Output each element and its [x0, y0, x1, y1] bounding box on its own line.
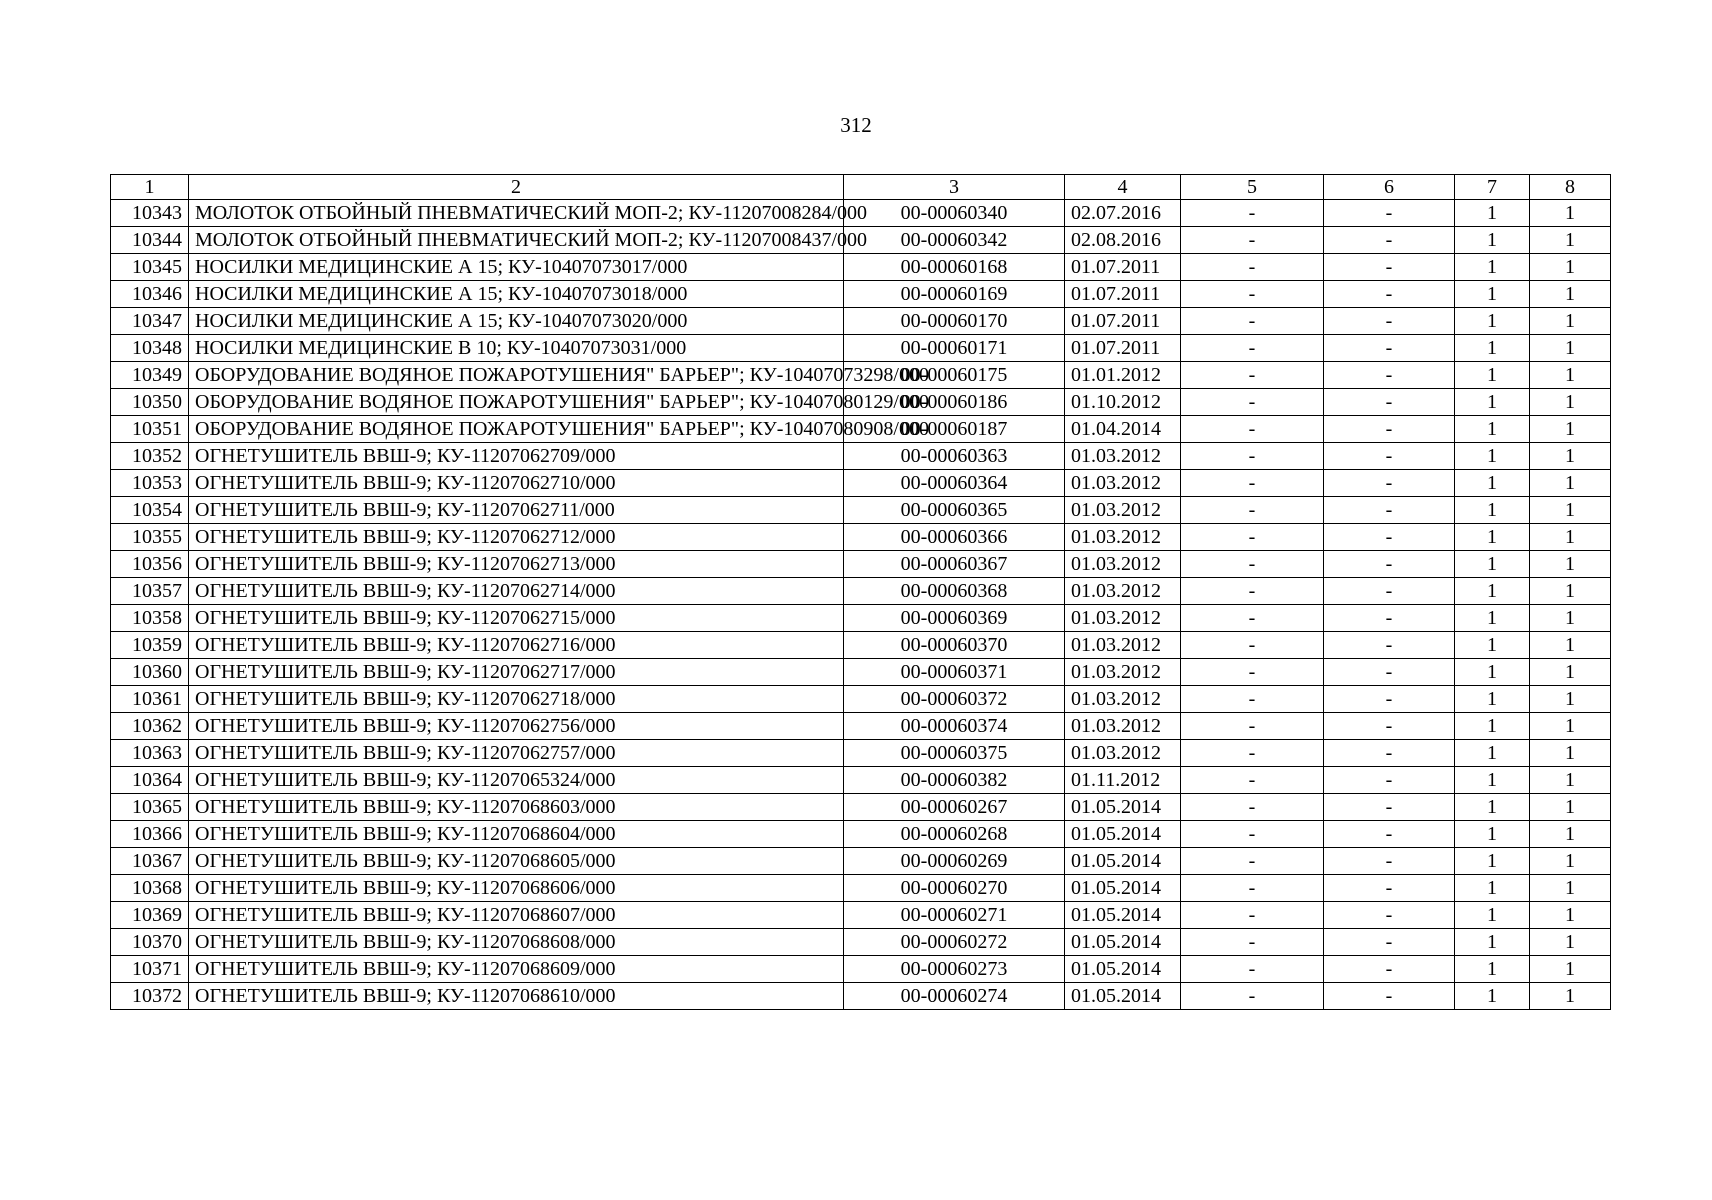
- row-number: 10346: [111, 281, 189, 308]
- col7-value: 1: [1455, 443, 1530, 470]
- acquisition-date: 01.05.2014: [1065, 821, 1181, 848]
- col6-value: -: [1324, 956, 1455, 983]
- inventory-code: 00-00060368: [844, 578, 1065, 605]
- col8-value: 1: [1530, 200, 1611, 227]
- col8-value: 1: [1530, 227, 1611, 254]
- inventory-code: 00-00060168: [844, 254, 1065, 281]
- row-number: 10369: [111, 902, 189, 929]
- acquisition-date: 01.05.2014: [1065, 794, 1181, 821]
- col5-value: -: [1181, 956, 1324, 983]
- acquisition-date: 01.03.2012: [1065, 497, 1181, 524]
- col5-value: -: [1181, 362, 1324, 389]
- col5-value: -: [1181, 497, 1324, 524]
- table-row: [111, 281, 1611, 308]
- col8-value: 1: [1530, 902, 1611, 929]
- col5-value: -: [1181, 551, 1324, 578]
- header-cell-1: 1: [111, 175, 189, 200]
- acquisition-date: 01.05.2014: [1065, 929, 1181, 956]
- col7-value: 1: [1455, 497, 1530, 524]
- col5-value: -: [1181, 632, 1324, 659]
- item-name: НОСИЛКИ МЕДИЦИНСКИЕ А 15; КУ-10407073020/000: [189, 308, 844, 335]
- table-header: [111, 175, 1611, 200]
- page-number: 312: [840, 113, 872, 137]
- row-number: 10360: [111, 659, 189, 686]
- col6-value: -: [1324, 524, 1455, 551]
- row-number: 10363: [111, 740, 189, 767]
- col5-value: -: [1181, 659, 1324, 686]
- item-name: МОЛОТОК ОТБОЙНЫЙ ПНЕВМАТИЧЕСКИЙ МОП-2; КУ-11207008284/000: [189, 200, 844, 227]
- col5-value: -: [1181, 470, 1324, 497]
- table-row: [111, 605, 1611, 632]
- col6-value: -: [1324, 227, 1455, 254]
- col5-value: -: [1181, 389, 1324, 416]
- item-name: ОГНЕТУШИТЕЛЬ ВВШ-9; КУ-11207062718/000: [189, 686, 844, 713]
- col6-value: -: [1324, 200, 1455, 227]
- table-row: [111, 443, 1611, 470]
- table-row: [111, 200, 1611, 227]
- acquisition-date: 01.11.2012: [1065, 767, 1181, 794]
- row-number: 10352: [111, 443, 189, 470]
- col6-value: -: [1324, 281, 1455, 308]
- col6-value: -: [1324, 902, 1455, 929]
- col5-value: -: [1181, 848, 1324, 875]
- inventory-code: 00-00060382: [844, 767, 1065, 794]
- inventory-code: 00-00060169: [844, 281, 1065, 308]
- table-row: [111, 686, 1611, 713]
- row-number: 10347: [111, 308, 189, 335]
- col6-value: -: [1324, 632, 1455, 659]
- table-row: [111, 956, 1611, 983]
- col6-value: -: [1324, 740, 1455, 767]
- header-cell-6: 6: [1324, 175, 1455, 200]
- item-name: ОГНЕТУШИТЕЛЬ ВВШ-9; КУ-11207068606/000: [189, 875, 844, 902]
- col7-value: 1: [1455, 281, 1530, 308]
- col6-value: -: [1324, 443, 1455, 470]
- acquisition-date: 01.07.2011: [1065, 254, 1181, 281]
- inventory-code: 00-00060267: [844, 794, 1065, 821]
- item-name: НОСИЛКИ МЕДИЦИНСКИЕ А 15; КУ-10407073017/000: [189, 254, 844, 281]
- item-name: ОГНЕТУШИТЕЛЬ ВВШ-9; КУ-11207062711/000: [189, 497, 844, 524]
- acquisition-date: 01.03.2012: [1065, 632, 1181, 659]
- col6-value: -: [1324, 416, 1455, 443]
- item-name: ОГНЕТУШИТЕЛЬ ВВШ-9; КУ-11207062710/000: [189, 470, 844, 497]
- col6-value: -: [1324, 713, 1455, 740]
- col6-value: -: [1324, 929, 1455, 956]
- inventory-code: 00-00060369: [844, 605, 1065, 632]
- col8-value: 1: [1530, 632, 1611, 659]
- col7-value: 1: [1455, 902, 1530, 929]
- header-cell-7: 7: [1455, 175, 1530, 200]
- col6-value: -: [1324, 767, 1455, 794]
- col8-value: 1: [1530, 794, 1611, 821]
- item-name: ОГНЕТУШИТЕЛЬ ВВШ-9; КУ-11207068607/000: [189, 902, 844, 929]
- col6-value: -: [1324, 848, 1455, 875]
- row-number: 10343: [111, 200, 189, 227]
- acquisition-date: 01.03.2012: [1065, 659, 1181, 686]
- col7-value: 1: [1455, 956, 1530, 983]
- col8-value: 1: [1530, 659, 1611, 686]
- row-number: 10368: [111, 875, 189, 902]
- item-name: ОГНЕТУШИТЕЛЬ ВВШ-9; КУ-11207068609/000: [189, 956, 844, 983]
- item-name: ОГНЕТУШИТЕЛЬ ВВШ-9; КУ-11207062756/000: [189, 713, 844, 740]
- inventory-code: 00-00060268: [844, 821, 1065, 848]
- col8-value: 1: [1530, 848, 1611, 875]
- row-number: 10350: [111, 389, 189, 416]
- col7-value: 1: [1455, 605, 1530, 632]
- inventory-code: 00-00060366: [844, 524, 1065, 551]
- col8-value: 1: [1530, 416, 1611, 443]
- table-row: [111, 335, 1611, 362]
- header-cell-8: 8: [1530, 175, 1611, 200]
- acquisition-date: 01.05.2014: [1065, 956, 1181, 983]
- item-name: ОГНЕТУШИТЕЛЬ ВВШ-9; КУ-11207062712/000: [189, 524, 844, 551]
- inventory-code: 00-00060372: [844, 686, 1065, 713]
- table-row: [111, 713, 1611, 740]
- col8-value: 1: [1530, 389, 1611, 416]
- inventory-code: 00-00060269: [844, 848, 1065, 875]
- col8-value: 1: [1530, 929, 1611, 956]
- table-row: [111, 551, 1611, 578]
- row-number: 10372: [111, 983, 189, 1010]
- inventory-code: 00-00060270: [844, 875, 1065, 902]
- item-name: ОГНЕТУШИТЕЛЬ ВВШ-9; КУ-11207068608/000: [189, 929, 844, 956]
- item-name: ОГНЕТУШИТЕЛЬ ВВШ-9; КУ-11207062715/000: [189, 605, 844, 632]
- acquisition-date: 01.07.2011: [1065, 335, 1181, 362]
- table-row: [111, 794, 1611, 821]
- col5-value: -: [1181, 416, 1324, 443]
- col7-value: 1: [1455, 200, 1530, 227]
- col8-value: 1: [1530, 983, 1611, 1010]
- col7-value: 1: [1455, 362, 1530, 389]
- row-number: 10354: [111, 497, 189, 524]
- row-number: 10355: [111, 524, 189, 551]
- acquisition-date: 01.03.2012: [1065, 524, 1181, 551]
- inventory-code: 00-00060170: [844, 308, 1065, 335]
- col6-value: -: [1324, 497, 1455, 524]
- col7-value: 1: [1455, 578, 1530, 605]
- acquisition-date: 01.05.2014: [1065, 983, 1181, 1010]
- col5-value: -: [1181, 254, 1324, 281]
- header-row: [111, 175, 1611, 200]
- row-number: 10345: [111, 254, 189, 281]
- acquisition-date: 02.08.2016: [1065, 227, 1181, 254]
- col8-value: 1: [1530, 956, 1611, 983]
- col7-value: 1: [1455, 524, 1530, 551]
- col7-value: 1: [1455, 875, 1530, 902]
- item-name: ОБОРУДОВАНИЕ ВОДЯНОЕ ПОЖАРОТУШЕНИЯ" БАРЬЕР"; КУ-10407080908/000: [189, 416, 844, 443]
- acquisition-date: 01.05.2014: [1065, 875, 1181, 902]
- col6-value: -: [1324, 470, 1455, 497]
- col8-value: 1: [1530, 443, 1611, 470]
- table-row: [111, 227, 1611, 254]
- row-number: 10361: [111, 686, 189, 713]
- col8-value: 1: [1530, 335, 1611, 362]
- acquisition-date: 01.03.2012: [1065, 740, 1181, 767]
- register-table: [110, 174, 1611, 1010]
- col7-value: 1: [1455, 686, 1530, 713]
- col5-value: -: [1181, 740, 1324, 767]
- item-name: МОЛОТОК ОТБОЙНЫЙ ПНЕВМАТИЧЕСКИЙ МОП-2; КУ-11207008437/000: [189, 227, 844, 254]
- col8-value: 1: [1530, 578, 1611, 605]
- col5-value: -: [1181, 443, 1324, 470]
- acquisition-date: 02.07.2016: [1065, 200, 1181, 227]
- acquisition-date: 01.03.2012: [1065, 713, 1181, 740]
- col8-value: 1: [1530, 308, 1611, 335]
- col7-value: 1: [1455, 335, 1530, 362]
- item-name: ОГНЕТУШИТЕЛЬ ВВШ-9; КУ-11207062713/000: [189, 551, 844, 578]
- item-name: ОГНЕТУШИТЕЛЬ ВВШ-9; КУ-11207062757/000: [189, 740, 844, 767]
- row-number: 10349: [111, 362, 189, 389]
- col6-value: -: [1324, 794, 1455, 821]
- row-number: 10357: [111, 578, 189, 605]
- acquisition-date: 01.04.2014: [1065, 416, 1181, 443]
- col7-value: 1: [1455, 416, 1530, 443]
- item-name: ОБОРУДОВАНИЕ ВОДЯНОЕ ПОЖАРОТУШЕНИЯ" БАРЬЕР"; КУ-10407080129/000: [189, 389, 844, 416]
- table-row: [111, 659, 1611, 686]
- col8-value: 1: [1530, 281, 1611, 308]
- col7-value: 1: [1455, 389, 1530, 416]
- col8-value: 1: [1530, 767, 1611, 794]
- col5-value: -: [1181, 983, 1324, 1010]
- col7-value: 1: [1455, 713, 1530, 740]
- row-number: 10348: [111, 335, 189, 362]
- table-row: [111, 740, 1611, 767]
- col8-value: 1: [1530, 254, 1611, 281]
- col5-value: -: [1181, 200, 1324, 227]
- header-cell-5: 5: [1181, 175, 1324, 200]
- item-name: ОГНЕТУШИТЕЛЬ ВВШ-9; КУ-11207062717/000: [189, 659, 844, 686]
- inventory-code: 00-00060187: [844, 416, 1065, 443]
- row-number: 10356: [111, 551, 189, 578]
- inventory-code: 00-00060272: [844, 929, 1065, 956]
- col8-value: 1: [1530, 875, 1611, 902]
- item-name: ОГНЕТУШИТЕЛЬ ВВШ-9; КУ-11207068610/000: [189, 983, 844, 1010]
- table-row: [111, 416, 1611, 443]
- col7-value: 1: [1455, 740, 1530, 767]
- col6-value: -: [1324, 362, 1455, 389]
- col5-value: -: [1181, 281, 1324, 308]
- inventory-code: 00-00060273: [844, 956, 1065, 983]
- inventory-code: 00-00060375: [844, 740, 1065, 767]
- header-cell-3: 3: [844, 175, 1065, 200]
- col7-value: 1: [1455, 821, 1530, 848]
- item-name: ОГНЕТУШИТЕЛЬ ВВШ-9; КУ-11207062716/000: [189, 632, 844, 659]
- acquisition-date: 01.07.2011: [1065, 308, 1181, 335]
- col5-value: -: [1181, 308, 1324, 335]
- inventory-code: 00-00060340: [844, 200, 1065, 227]
- col6-value: -: [1324, 308, 1455, 335]
- acquisition-date: 01.07.2011: [1065, 281, 1181, 308]
- col7-value: 1: [1455, 551, 1530, 578]
- acquisition-date: 01.03.2012: [1065, 470, 1181, 497]
- inventory-code: 00-00060367: [844, 551, 1065, 578]
- col8-value: 1: [1530, 551, 1611, 578]
- row-number: 10358: [111, 605, 189, 632]
- row-number: 10371: [111, 956, 189, 983]
- inventory-code: 00-00060365: [844, 497, 1065, 524]
- item-name: ОГНЕТУШИТЕЛЬ ВВШ-9; КУ-11207062709/000: [189, 443, 844, 470]
- col7-value: 1: [1455, 227, 1530, 254]
- table-row: [111, 308, 1611, 335]
- col8-value: 1: [1530, 524, 1611, 551]
- item-name: ОГНЕТУШИТЕЛЬ ВВШ-9; КУ-11207062714/000: [189, 578, 844, 605]
- inventory-code: 00-00060374: [844, 713, 1065, 740]
- col5-value: -: [1181, 821, 1324, 848]
- col6-value: -: [1324, 389, 1455, 416]
- acquisition-date: 01.03.2012: [1065, 551, 1181, 578]
- item-name: НОСИЛКИ МЕДИЦИНСКИЕ А 15; КУ-10407073018/000: [189, 281, 844, 308]
- col6-value: -: [1324, 254, 1455, 281]
- col7-value: 1: [1455, 254, 1530, 281]
- col8-value: 1: [1530, 821, 1611, 848]
- col5-value: -: [1181, 227, 1324, 254]
- col6-value: -: [1324, 821, 1455, 848]
- table-row: [111, 578, 1611, 605]
- col5-value: -: [1181, 605, 1324, 632]
- acquisition-date: 01.05.2014: [1065, 848, 1181, 875]
- table-row: [111, 362, 1611, 389]
- col8-value: 1: [1530, 497, 1611, 524]
- col5-value: -: [1181, 794, 1324, 821]
- col8-value: 1: [1530, 362, 1611, 389]
- table-row: [111, 902, 1611, 929]
- row-number: 10367: [111, 848, 189, 875]
- table-row: [111, 983, 1611, 1010]
- col8-value: 1: [1530, 470, 1611, 497]
- col6-value: -: [1324, 605, 1455, 632]
- col5-value: -: [1181, 578, 1324, 605]
- header-cell-2: 2: [189, 175, 844, 200]
- col8-value: 1: [1530, 605, 1611, 632]
- table-row: [111, 929, 1611, 956]
- header-cell-4: 4: [1065, 175, 1181, 200]
- table-body: [111, 200, 1611, 1010]
- inventory-code: 00-00060171: [844, 335, 1065, 362]
- row-number: 10351: [111, 416, 189, 443]
- item-name: ОГНЕТУШИТЕЛЬ ВВШ-9; КУ-11207065324/000: [189, 767, 844, 794]
- table-row: [111, 389, 1611, 416]
- col7-value: 1: [1455, 470, 1530, 497]
- item-name: ОГНЕТУШИТЕЛЬ ВВШ-9; КУ-11207068603/000: [189, 794, 844, 821]
- col6-value: -: [1324, 983, 1455, 1010]
- acquisition-date: 01.03.2012: [1065, 578, 1181, 605]
- acquisition-date: 01.10.2012: [1065, 389, 1181, 416]
- col7-value: 1: [1455, 632, 1530, 659]
- inventory-code: 00-00060364: [844, 470, 1065, 497]
- row-number: 10365: [111, 794, 189, 821]
- col7-value: 1: [1455, 983, 1530, 1010]
- item-name: ОГНЕТУШИТЕЛЬ ВВШ-9; КУ-11207068604/000: [189, 821, 844, 848]
- col7-value: 1: [1455, 929, 1530, 956]
- col5-value: -: [1181, 713, 1324, 740]
- inventory-code: 00-00060363: [844, 443, 1065, 470]
- row-number: 10370: [111, 929, 189, 956]
- col6-value: -: [1324, 551, 1455, 578]
- acquisition-date: 01.03.2012: [1065, 605, 1181, 632]
- col7-value: 1: [1455, 848, 1530, 875]
- col7-value: 1: [1455, 308, 1530, 335]
- acquisition-date: 01.01.2012: [1065, 362, 1181, 389]
- table-row: [111, 470, 1611, 497]
- row-number: 10362: [111, 713, 189, 740]
- row-number: 10353: [111, 470, 189, 497]
- acquisition-date: 01.05.2014: [1065, 902, 1181, 929]
- col6-value: -: [1324, 875, 1455, 902]
- item-name: ОБОРУДОВАНИЕ ВОДЯНОЕ ПОЖАРОТУШЕНИЯ" БАРЬЕР"; КУ-10407073298/000: [189, 362, 844, 389]
- table-row: [111, 875, 1611, 902]
- col6-value: -: [1324, 659, 1455, 686]
- inventory-code: 00-00060186: [844, 389, 1065, 416]
- table-row: [111, 767, 1611, 794]
- row-number: 10366: [111, 821, 189, 848]
- row-number: 10359: [111, 632, 189, 659]
- col6-value: -: [1324, 578, 1455, 605]
- col8-value: 1: [1530, 740, 1611, 767]
- col5-value: -: [1181, 902, 1324, 929]
- col5-value: -: [1181, 686, 1324, 713]
- inventory-code: 00-00060271: [844, 902, 1065, 929]
- acquisition-date: 01.03.2012: [1065, 443, 1181, 470]
- inventory-code: 00-00060274: [844, 983, 1065, 1010]
- col5-value: -: [1181, 929, 1324, 956]
- table-row: [111, 497, 1611, 524]
- inventory-code: 00-00060370: [844, 632, 1065, 659]
- table-row: [111, 254, 1611, 281]
- row-number: 10364: [111, 767, 189, 794]
- col7-value: 1: [1455, 794, 1530, 821]
- col7-value: 1: [1455, 659, 1530, 686]
- row-number: 10344: [111, 227, 189, 254]
- item-name: ОГНЕТУШИТЕЛЬ ВВШ-9; КУ-11207068605/000: [189, 848, 844, 875]
- inventory-code: 00-00060342: [844, 227, 1065, 254]
- table-row: [111, 524, 1611, 551]
- item-name: НОСИЛКИ МЕДИЦИНСКИЕ В 10; КУ-10407073031/000: [189, 335, 844, 362]
- col5-value: -: [1181, 335, 1324, 362]
- inventory-code: 00-00060175: [844, 362, 1065, 389]
- col8-value: 1: [1530, 713, 1611, 740]
- table-row: [111, 821, 1611, 848]
- col6-value: -: [1324, 335, 1455, 362]
- col5-value: -: [1181, 767, 1324, 794]
- table-row: [111, 632, 1611, 659]
- inventory-code: 00-00060371: [844, 659, 1065, 686]
- table-row: [111, 848, 1611, 875]
- col6-value: -: [1324, 686, 1455, 713]
- col8-value: 1: [1530, 686, 1611, 713]
- col7-value: 1: [1455, 767, 1530, 794]
- col5-value: -: [1181, 875, 1324, 902]
- acquisition-date: 01.03.2012: [1065, 686, 1181, 713]
- col5-value: -: [1181, 524, 1324, 551]
